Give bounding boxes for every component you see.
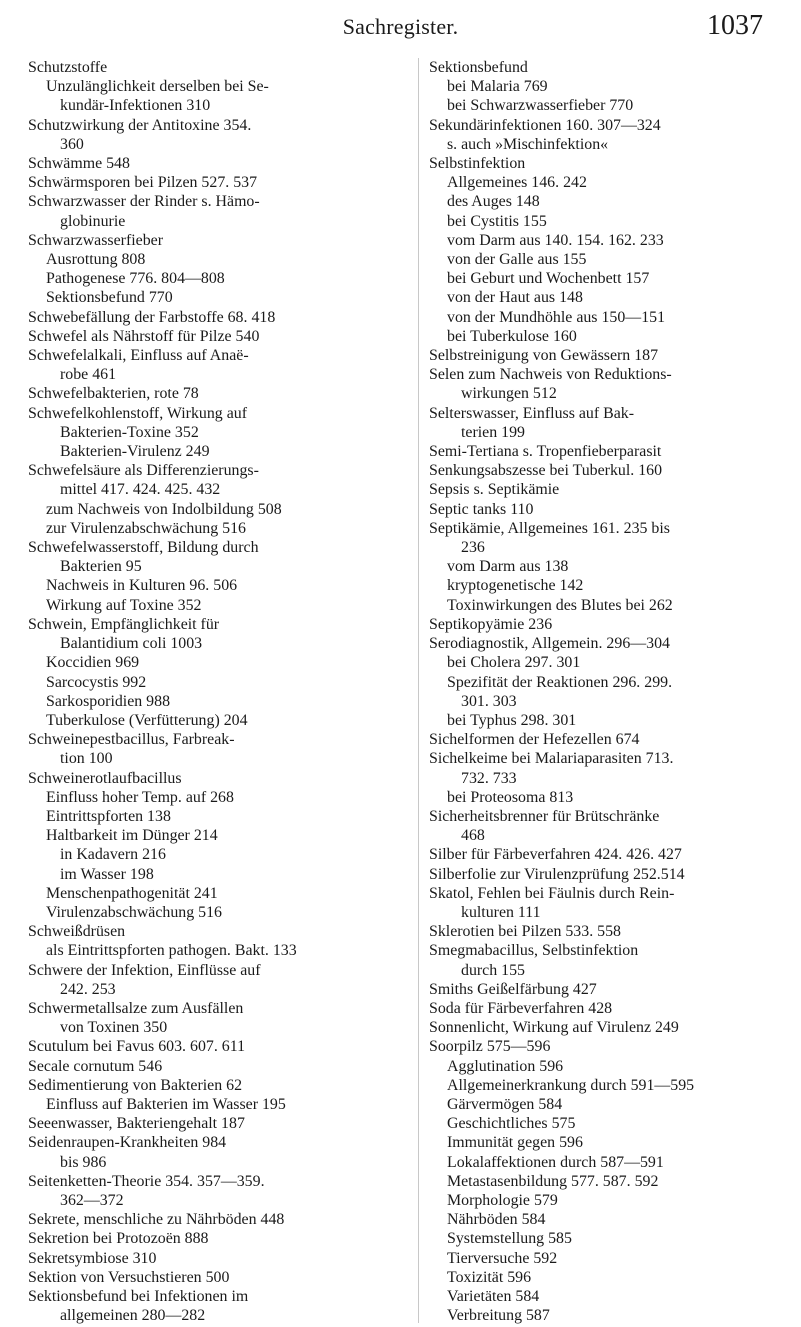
index-subentry: tion 100 — [60, 750, 113, 768]
index-entry: Selen zum Nachweis von Reduktions- — [429, 366, 672, 384]
index-subentry: von Toxinen 350 — [60, 1019, 168, 1037]
index-subentry: Balantidium coli 1003 — [60, 635, 203, 653]
index-subentry: des Auges 148 — [447, 193, 540, 211]
index-subentry: von der Haut aus 148 — [447, 289, 583, 307]
index-entry: Smiths Geißelfärbung 427 — [429, 980, 597, 998]
index-subentry: kryptogenetische 142 — [447, 577, 584, 595]
index-subentry: Bakterien-Virulenz 249 — [60, 443, 210, 461]
index-entry: Sichelkeime bei Malariaparasiten 713. — [429, 750, 674, 768]
index-entry: Senkungsabszesse bei Tuberkul. 160 — [429, 462, 663, 480]
index-entry: Sekrete, menschliche zu Nährböden 448 — [28, 1211, 285, 1229]
index-subentry: 360 — [60, 135, 84, 153]
index-entry: Schwarzwasserfieber — [28, 231, 164, 249]
index-entry: Scutulum bei Favus 603. 607. 611 — [28, 1038, 246, 1056]
index-entry: Soorpilz 575—596 — [429, 1038, 551, 1056]
index-entry: Silber für Färbeverfahren 424. 426. 427 — [429, 846, 682, 864]
index-subentry: zum Nachweis von Indolbildung 508 — [46, 500, 282, 518]
index-subentry: mittel 417. 424. 425. 432 — [60, 481, 221, 499]
index-subentry: bei Schwarzwasserfieber 770 — [447, 97, 634, 115]
index-entry: Skatol, Fehlen bei Fäulnis durch Rein- — [429, 884, 675, 902]
index-entry: Schutzstoffe — [28, 59, 108, 76]
index-subentry: 468 — [461, 827, 485, 845]
index-entry: Schwere der Infektion, Einflüsse auf — [28, 961, 261, 979]
index-entry: Sonnenlicht, Wirkung auf Virulenz 249 — [429, 1019, 679, 1037]
index-subentry: Immunität gegen 596 — [447, 1134, 583, 1152]
index-entry: Schwefelwasserstoff, Bildung durch — [28, 539, 259, 557]
index-subentry: Tuberkulose (Verfütterung) 204 — [46, 711, 248, 729]
index-entry: Septikämie, Allgemeines 161. 235 bis — [429, 519, 670, 537]
index-subentry: vom Darm aus 140. 154. 162. 233 — [447, 231, 664, 249]
index-subentry: bis 986 — [60, 1153, 107, 1171]
index-subentry: kundär-Infektionen 310 — [60, 97, 211, 115]
index-subentry: Unzulänglichkeit derselben bei Se- — [46, 78, 269, 96]
index-subentry: bei Malaria 769 — [447, 78, 548, 96]
index-subentry: Varietäten 584 — [447, 1288, 540, 1305]
index-subentry: robe 461 — [60, 366, 117, 384]
index-subentry: Nährböden 584 — [447, 1211, 546, 1229]
index-entry: Schutzwirkung der Antitoxine 354. — [28, 116, 252, 134]
index-subentry: bei Tuberkulose 160 — [447, 327, 577, 345]
index-entry: Secale cornutum 546 — [28, 1057, 163, 1075]
index-entry: Soda für Färbeverfahren 428 — [429, 999, 613, 1017]
index-entry: Silberfolie zur Virulenzprüfung 252.514 — [429, 865, 685, 883]
index-subentry: terien 199 — [461, 423, 525, 441]
index-column-right — [418, 58, 797, 1323]
index-subentry: Verbreitung 587 — [447, 1307, 550, 1325]
index-subentry: Bakterien-Toxine 352 — [60, 423, 199, 441]
index-subentry: von der Mundhöhle aus 150—151 — [447, 308, 666, 326]
index-subentry: Tierversuche 592 — [447, 1249, 558, 1267]
index-subentry: Pathogenese 776. 804—808 — [46, 270, 225, 288]
index-subentry: in Kadavern 216 — [60, 846, 166, 864]
index-subentry: Sarkosporidien 988 — [46, 692, 171, 710]
index-subentry: Sarcocystis 992 — [46, 673, 147, 691]
index-subentry: durch 155 — [461, 961, 525, 979]
index-subentry: Systemstellung 585 — [447, 1230, 572, 1248]
index-subentry: bei Proteosoma 813 — [447, 788, 574, 806]
index-subentry: Metastasenbildung 577. 587. 592 — [447, 1172, 659, 1190]
index-entry: Schwein, Empfänglichkeit für — [28, 615, 220, 633]
index-entry: Sekundärinfektionen 160. 307—324 — [429, 116, 661, 134]
index-entry: Sklerotien bei Pilzen 533. 558 — [429, 923, 621, 941]
index-entry: Sektionsbefund — [429, 59, 528, 76]
index-entry: Sekretion bei Protozoën 888 — [28, 1230, 209, 1248]
index-subentry: Sektionsbefund 770 — [46, 289, 173, 307]
index-subentry: kulturen 111 — [461, 903, 541, 921]
index-entry: Seidenraupen-Krankheiten 984 — [28, 1134, 227, 1152]
index-subentry: Morphologie 579 — [447, 1191, 558, 1209]
index-entry: Schwefelkohlenstoff, Wirkung auf — [28, 404, 247, 422]
index-subentry: 362—372 — [60, 1191, 124, 1209]
index-entry: Septic tanks 110 — [429, 500, 534, 518]
index-subentry: 242. 253 — [60, 980, 116, 998]
index-entry: Sektionsbefund bei Infektionen im — [28, 1288, 249, 1305]
index-entry: Sicherheitsbrenner für Brütschränke — [429, 807, 660, 825]
index-entry: Sichelformen der Hefezellen 674 — [429, 731, 640, 749]
index-subentry: als Eintrittspforten pathogen. Bakt. 133 — [46, 942, 297, 960]
index-entry: Semi-Tertiana s. Tropenfieberparasit — [429, 443, 662, 461]
index-entry: Sepsis s. Septikämie — [429, 481, 560, 499]
running-title: Sachregister. — [342, 14, 459, 39]
index-subentry: Lokalaffektionen durch 587—591 — [447, 1153, 664, 1171]
index-column-left — [28, 58, 403, 1325]
index-subentry: Bakterien 95 — [60, 558, 142, 576]
index-entry: Selterswasser, Einfluss auf Bak- — [429, 404, 635, 422]
index-subentry: Haltbarkeit im Dünger 214 — [46, 827, 218, 845]
index-subentry: vom Darm aus 138 — [447, 558, 569, 576]
page-number: 1037 — [707, 10, 763, 41]
index-entry: Schwärmsporen bei Pilzen 527. 537 — [28, 174, 258, 192]
index-subentry: Agglutination 596 — [447, 1057, 564, 1075]
index-subentry: Einfluss hoher Temp. auf 268 — [46, 788, 234, 806]
index-entry: Schweinepestbacillus, Farbreak- — [28, 731, 235, 749]
index-subentry: bei Cystitis 155 — [447, 212, 547, 230]
index-subentry: 732. 733 — [461, 769, 517, 787]
index-subentry: bei Cholera 297. 301 — [447, 654, 581, 672]
index-subentry: bei Typhus 298. 301 — [447, 711, 577, 729]
index-subentry: Ausrottung 808 — [46, 251, 146, 269]
index-entry: Schwebefällung der Farbstoffe 68. 418 — [28, 308, 276, 326]
page-header — [0, 10, 801, 50]
index-subentry: Virulenzabschwächung 516 — [46, 903, 222, 921]
index-subentry: globinurie — [60, 212, 126, 230]
index-entry: Sekretsymbiose 310 — [28, 1249, 157, 1267]
index-subentry: bei Geburt und Wochenbett 157 — [447, 270, 650, 288]
index-subentry: Geschichtliches 575 — [447, 1115, 576, 1133]
index-entry: Smegmabacillus, Selbstinfektion — [429, 942, 639, 960]
index-subentry: Einfluss auf Bakterien im Wasser 195 — [46, 1095, 286, 1113]
index-subentry: von der Galle aus 155 — [447, 251, 587, 269]
index-subentry: zur Virulenzabschwächung 516 — [46, 519, 246, 537]
index-entry: Schwefel als Nährstoff für Pilze 540 — [28, 327, 260, 345]
index-entry: Schwermetallsalze zum Ausfällen — [28, 999, 244, 1017]
index-entry: Schwefelbakterien, rote 78 — [28, 385, 199, 403]
index-subentry: Allgemeinerkrankung durch 591—595 — [447, 1076, 695, 1094]
index-entry: Sektion von Versuchstieren 500 — [28, 1268, 230, 1286]
index-subentry: Eintrittspforten 138 — [46, 807, 171, 825]
index-subentry: Toxinwirkungen des Blutes bei 262 — [447, 596, 673, 614]
index-entry: Septikopyämie 236 — [429, 615, 553, 633]
index-entry: Schwefelsäure als Differenzierungs- — [28, 462, 259, 480]
index-entry: Selbstinfektion — [429, 155, 526, 173]
index-entry: Serodiagnostik, Allgemein. 296—304 — [429, 635, 670, 653]
index-subentry: 301. 303 — [461, 692, 517, 710]
index-subentry: im Wasser 198 — [60, 865, 154, 883]
index-entry: Schweinerotlaufbacillus — [28, 769, 182, 787]
index-subentry: 236 — [461, 539, 485, 557]
index-entry: Seeenwasser, Bakteriengehalt 187 — [28, 1115, 245, 1133]
index-entry: Selbstreinigung von Gewässern 187 — [429, 347, 659, 365]
index-subentry: Koccidien 969 — [46, 654, 140, 672]
index-subentry: Toxizität 596 — [447, 1268, 532, 1286]
index-subentry: Wirkung auf Toxine 352 — [46, 596, 202, 614]
index-subentry: Gärvermögen 584 — [447, 1095, 563, 1113]
index-subentry: Nachweis in Kulturen 96. 506 — [46, 577, 238, 595]
index-subentry: Spezifität der Reaktionen 296. 299. — [447, 673, 673, 691]
index-subentry: wirkungen 512 — [461, 385, 557, 403]
index-entry: Schwämme 548 — [28, 155, 130, 173]
index-entry: Schwarzwasser der Rinder s. Hämo- — [28, 193, 260, 211]
index-subentry: s. auch »Mischinfektion« — [447, 135, 609, 153]
index-entry: Schweißdrüsen — [28, 923, 126, 941]
index-subentry: Menschenpathogenität 241 — [46, 884, 218, 902]
index-entry: Schwefelalkali, Einfluss auf Anaë- — [28, 347, 249, 365]
index-entry: Seitenketten-Theorie 354. 357—359. — [28, 1172, 265, 1190]
index-entry: Sedimentierung von Bakterien 62 — [28, 1076, 243, 1094]
index-subentry: allgemeinen 280—282 — [60, 1307, 206, 1325]
index-subentry: Allgemeines 146. 242 — [447, 174, 587, 192]
